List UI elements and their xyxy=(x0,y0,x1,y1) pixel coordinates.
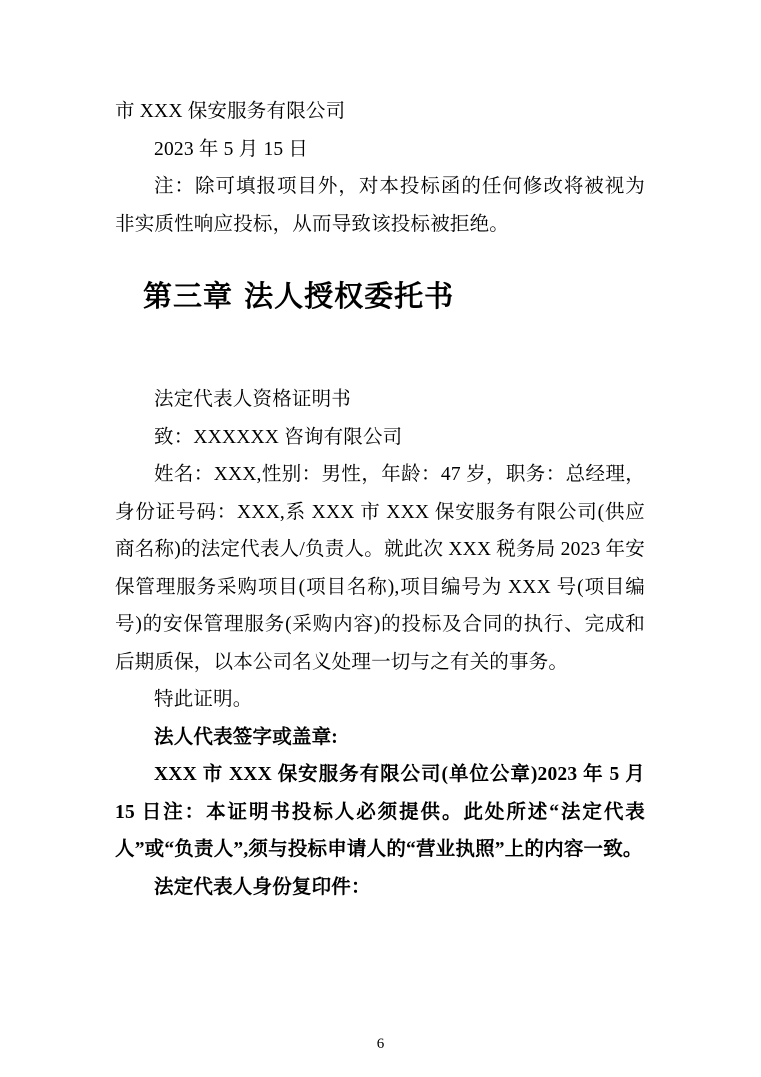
closing-note-paragraph: 注：除可填报项目外，对本投标函的任何修改将被视为非实质性响应投标，从而导致该投标被拒绝。 xyxy=(115,176,645,235)
chapter-heading: 第三章 法人授权委托书 xyxy=(143,279,455,313)
document-content xyxy=(115,0,645,906)
signature-label: 法人代表签字或盖章: xyxy=(154,726,338,748)
certify-statement: 特此证明。 xyxy=(154,689,253,710)
heading-bottom-spacer xyxy=(115,319,645,381)
id-copy-label: 法定代表人身份复印件： xyxy=(154,876,371,898)
certificate-title: 法定代表人资格证明书 xyxy=(154,389,352,410)
closing-company-line: 市 XXX 保安服务有限公司 xyxy=(115,101,346,122)
heading-top-spacer xyxy=(115,243,645,273)
top-spacer xyxy=(115,0,645,93)
addressee-line: 致：XXXXXX 咨询有限公司 xyxy=(154,426,403,448)
closing-date-line: 2023 年 5 月 15 日 xyxy=(154,138,309,160)
main-paragraph: 姓名：XXX,性别：男性，年龄：47 岁，职务：总经理，身份证号码：XXX,系 XXX 市 XXX 保安服务有限公司(供应商名称)的法定代表人/负责人。就此次 XXX 税务局 2023 年安保管理服务采购项目(项目名称),项目编号为 XXX 号(项目编号)的安保管理服务(采购内容)的投标及合同的执行、完成和后期质保，以本公司名义处理一切与之有关的事务。 xyxy=(115,464,645,673)
signature-paragraph: XXX 市 XXX 保安服务有限公司(单位公章)2023 年 5 月 15 日注：本证明书投标人必须提供。此处所述“法定代表人”或“负责人”,须与投标申请人的“营业执照”上的内容一致。 xyxy=(115,764,645,860)
page-number: 6 xyxy=(376,1036,385,1052)
